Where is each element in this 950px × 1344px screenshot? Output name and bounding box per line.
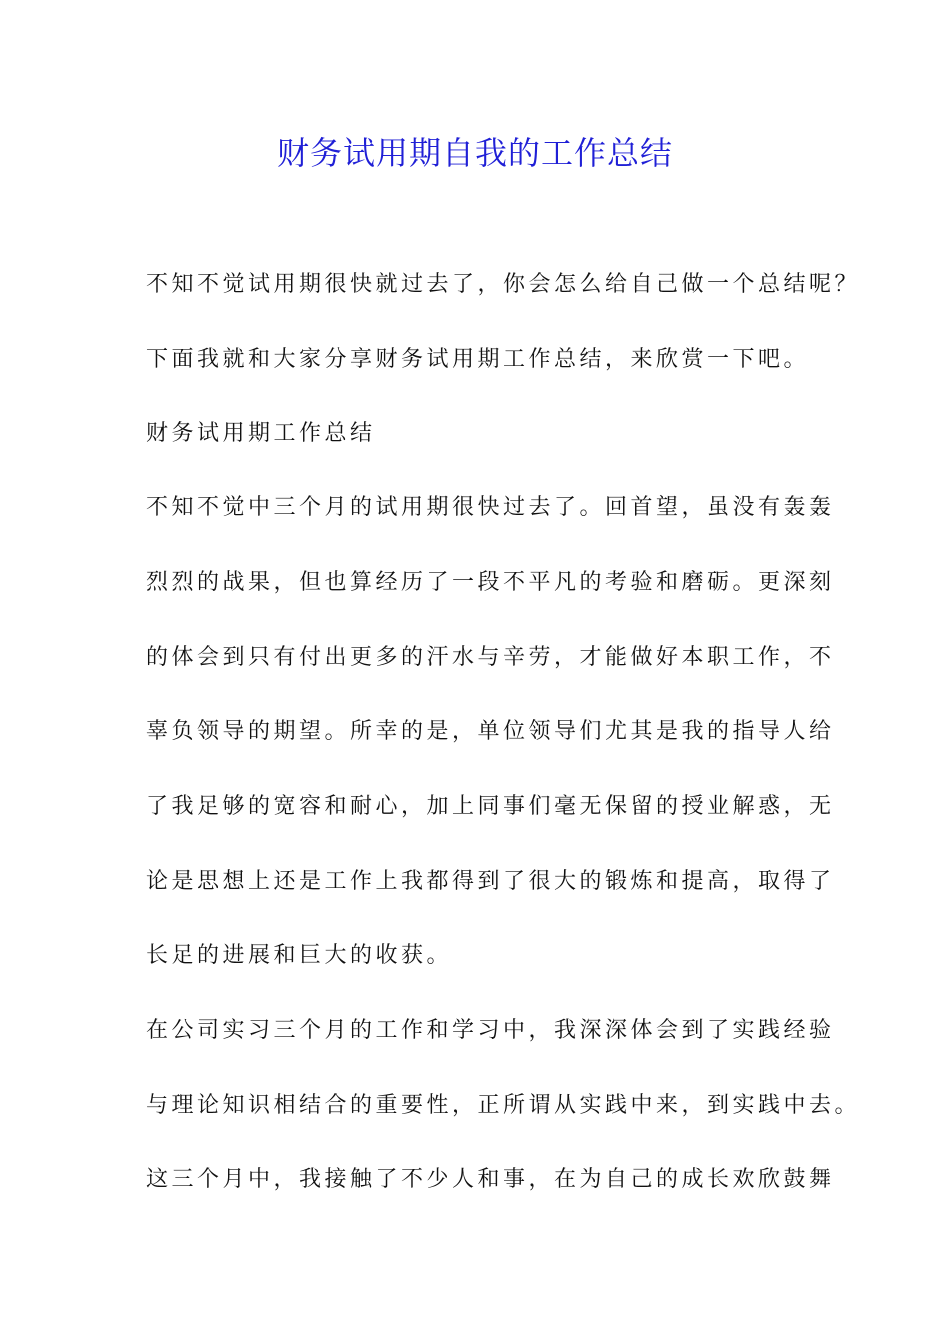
- text-line: 论是思想上还是工作上我都得到了很大的锻炼和提高，取得了: [146, 869, 835, 894]
- document-title: 财务试用期自我的工作总结: [276, 134, 673, 172]
- section-heading: 财务试用期工作总结: [146, 421, 376, 446]
- text-line: 下面我就和大家分享财务试用期工作总结，来欣赏一下吧。: [146, 347, 810, 372]
- text-line: 不知不觉试用期很快就过去了，你会怎么给自己做一个总结呢？: [146, 272, 861, 297]
- text-line: 与理论知识相结合的重要性，正所谓从实践中来，到实践中去。: [146, 1093, 861, 1118]
- text-line: 这三个月中，我接触了不少人和事，在为自己的成长欢欣鼓舞: [146, 1167, 835, 1192]
- text-line: 长足的进展和巨大的收获。: [146, 943, 453, 968]
- text-line: 了我足够的宽容和耐心，加上同事们毫无保留的授业解惑，无: [146, 794, 835, 819]
- text-line: 不知不觉中三个月的试用期很快过去了。回首望，虽没有轰轰: [146, 495, 835, 520]
- text-line: 烈烈的战果，但也算经历了一段不平凡的考验和磨砺。更深刻: [146, 570, 835, 595]
- text-line: 在公司实习三个月的工作和学习中，我深深体会到了实践经验: [146, 1018, 835, 1043]
- text-line: 的体会到只有付出更多的汗水与辛劳，才能做好本职工作，不: [146, 645, 835, 670]
- text-line: 辜负领导的期望。所幸的是，单位领导们尤其是我的指导人给: [146, 719, 835, 744]
